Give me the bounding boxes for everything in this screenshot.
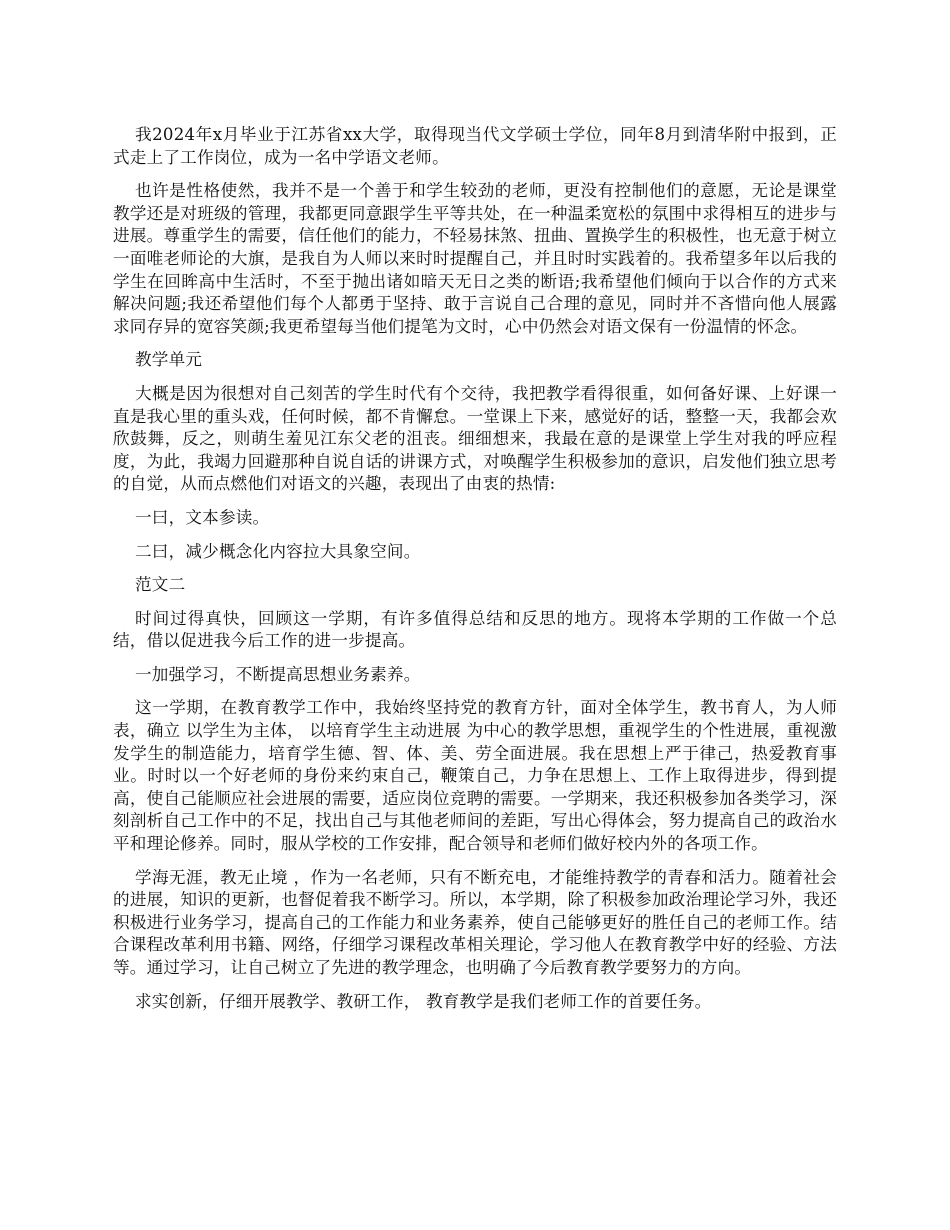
paragraph-teaching-philosophy: 也许是性格使然，我并不是一个善于和学生较劲的老师，更没有控制他们的意愿，无论是课堂教学还是对班级的管理，我都更同意跟学生平等共处，在一种温柔宽松的氛围中求得相互的进步与进展。尊重学生的需要，信任他们的能力，不轻易抹煞、扭曲、置换学生的积极性，也无意于树立一面唯老师论的大旗，是我自为人师以来时时提醒自己，并且时时实践着的。我希望多年以后我的学生在回眸高中生活时，不至于抛出诸如暗天无日之类的断语;我希望他们倾向于以合作的方式来解决问题;我还希望他们每个人都勇于坚持、敢于言说自己合理的意见，同时并不吝惜向他人展露求同存异的宽容笑颜;我更希望每当他们提笔为文时，心中仍然会对语文保有一份温情的怀念。 [113, 181, 837, 336]
paragraph-innovation: 求实创新，仔细开展教学、教研工作， 教育教学是我们老师工作的首要任务。 [135, 991, 712, 1011]
paragraph-education-work: 这一学期，在教育教学工作中，我始终坚持党的教育方针，面对全体学生，教书育人，为人师表，确立 以学生为主体， 以培育学生主动进展 为中心的教学思想，重视学生的个性进展，重视激发学生的制造能力，培育学生德、智、体、美、劳全面进展。我在思想上严于律己，热爱教育事业。时时以一个好老师的身份来约束自己，鞭策自己，力争在思想上、工作上取得进步，得到提高，使自己能顺应社会进展的需要，适应岗位竞聘的需要。一学期来，我还积极参加各类学习，深刻剖析自己工作中的不足，找出自己与其他老师间的差距，写出心得体会，努力提高自己的政治水平和理论修养。同时，服从学校的工作安排，配合领导和老师们做好校内外的各项工作。 [113, 698, 837, 854]
list-item-first: 一曰，文本参读。 [135, 507, 270, 527]
document-body [113, 124, 837, 1024]
paragraph-summary-intro: 时间过得真快，回顾这一学期，有许多值得总结和反思的地方。现将本学期的工作做一个总结，借以促进我今后工作的进一步提高。 [113, 608, 837, 651]
paragraph-learning: 学海无涯，教无止境 ，作为一名老师，只有不断充电，才能维持教学的青春和活力。随着社会的进展，知识的更新，也督促着我不断学习。所以，本学期，除了积极参加政治理论学习外，我还积极进行业务学习，提高自己的工作能力和业务素养，使自己能够更好的胜任自己的老师工作。结合课程改革利用书籍、网络，仔细学习课程改革相关理论，学习他人在教育教学中好的经验、方法等。通过学习，让自己树立了先进的教学理念，也明确了今后教育教学要努力的方向。 [113, 867, 837, 977]
paragraph-classroom: 大概是因为很想对自己刻苦的学生时代有个交待，我把教学看得很重，如何备好课、上好课一直是我心里的重头戏，任何时候，都不肯懈怠。一堂课上下来，感觉好的话，整整一天，我都会欢欣鼓舞，反之，则萌生羞见江东父老的沮丧。细细想来，我最在意的是课堂上学生对我的呼应程度，为此，我竭力回避那种自说自话的讲课方式，对唤醒学生积极参加的意识，启发他们独立思考的自觉，从而点燃他们对语文的兴趣，表现出了由衷的热情: [113, 383, 837, 494]
section-heading-teaching-unit: 教学单元 [135, 350, 203, 370]
paragraph-study-heading: 一加强学习，不断提高思想业务素养。 [135, 664, 421, 684]
paragraph-intro: 我2024年x月毕业于江苏省xx大学，取得现当代文学硕士学位，同年8月到清华附中报到，正式走上了工作岗位，成为一名中学语文老师。 [113, 125, 837, 167]
section-heading-sample-two: 范文二 [135, 575, 186, 595]
list-item-second: 二曰，减少概念化内容拉大具象空间。 [135, 541, 421, 561]
